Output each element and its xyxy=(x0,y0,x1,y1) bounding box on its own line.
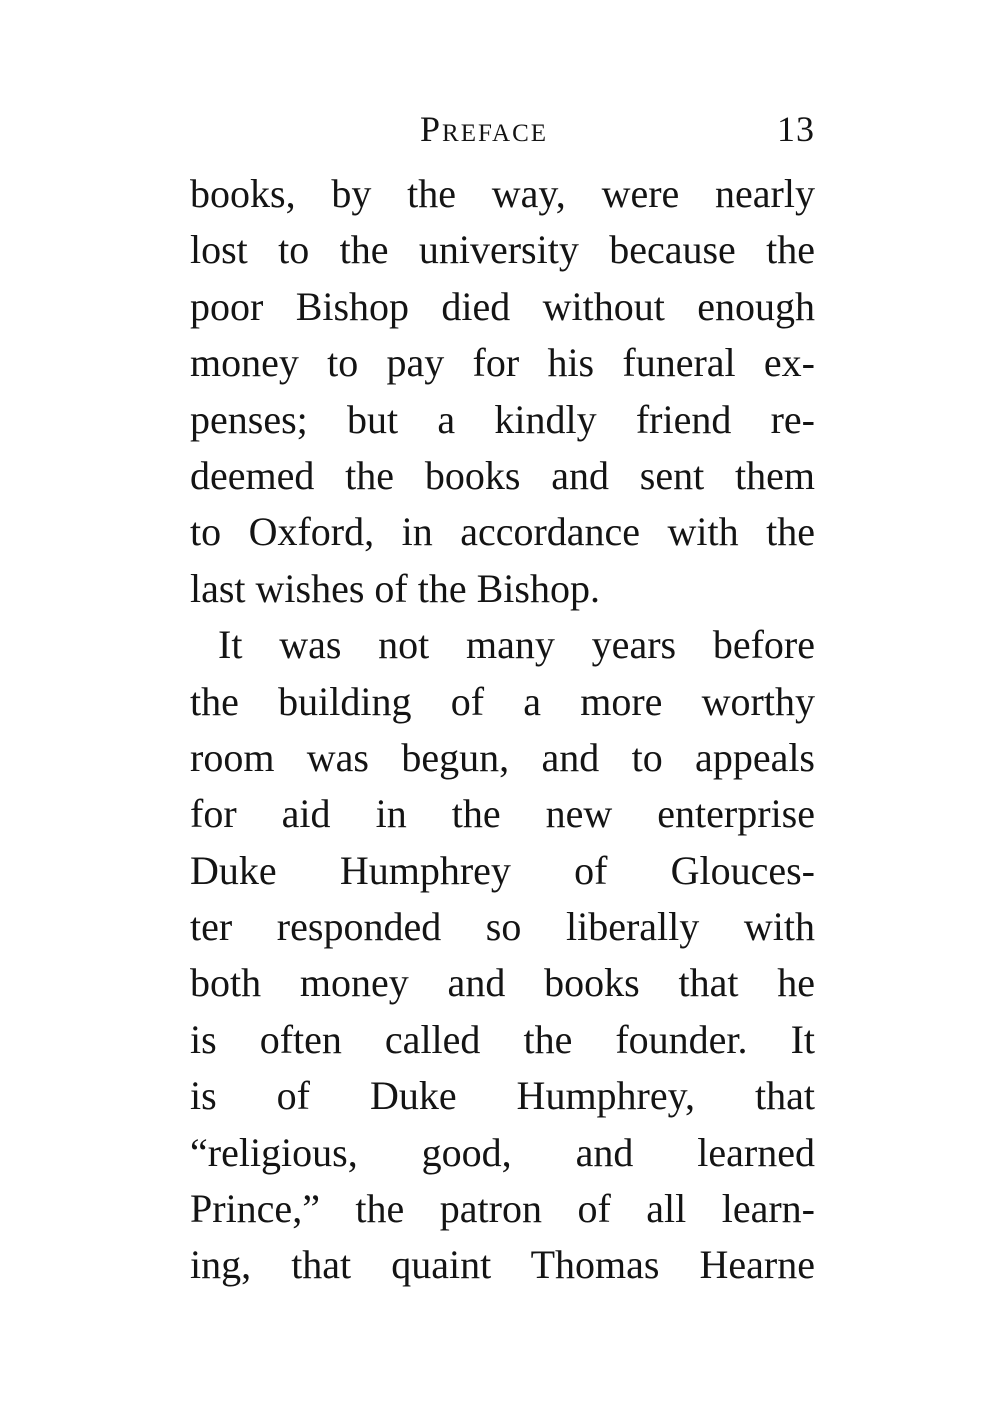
text-line: last wishes of the Bishop. xyxy=(190,565,600,611)
text-line: for aid in the new enterprise xyxy=(190,791,815,837)
text-line: deemed the books and sent them xyxy=(190,452,815,498)
text-line: the building of a more worthy xyxy=(190,678,815,724)
text-line: to Oxford, in accordance with the xyxy=(190,509,815,555)
page-header xyxy=(190,108,815,158)
text-line: poor Bishop died without enough xyxy=(190,283,815,329)
text-line: “religious, good, and learned xyxy=(190,1129,815,1175)
text-line: money to pay for his funeral ex- xyxy=(190,340,815,386)
text-line: both money and books that he xyxy=(190,960,815,1006)
text-line: is of Duke Humphrey, that xyxy=(190,1073,815,1119)
text-line: ing, that quaint Thomas Hearne xyxy=(190,1242,815,1288)
text-line: Duke Humphrey of Glouces- xyxy=(190,847,815,893)
text-line: is often called the founder. It xyxy=(190,1016,815,1062)
text-line: room was begun, and to appeals xyxy=(190,734,815,780)
text-line: ter responded so liberally with xyxy=(190,904,815,950)
body-text xyxy=(190,166,815,1294)
text-line: lost to the university because the xyxy=(190,227,815,273)
text-line: penses; but a kindly friend re- xyxy=(190,396,815,442)
page-number: 13 xyxy=(777,109,815,149)
text-line: It was not many years before xyxy=(218,622,815,668)
text-line: books, by the way, were nearly xyxy=(190,171,815,216)
text-line: Prince,” the patron of all learn- xyxy=(190,1186,815,1232)
running-title: Preface xyxy=(420,109,549,149)
